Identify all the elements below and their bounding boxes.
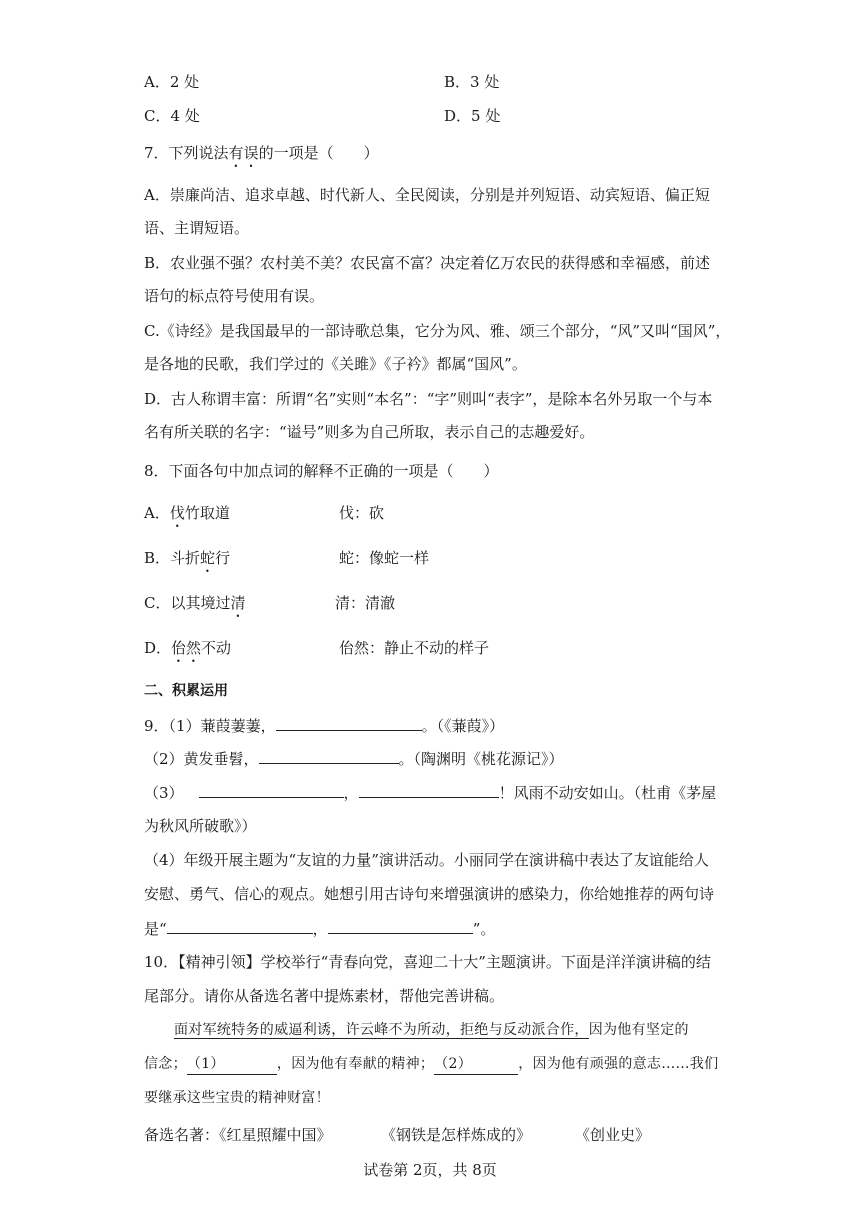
- q8-c-dotted: 清: [230, 594, 246, 612]
- q6-option-b: B．3 处: [444, 73, 500, 91]
- q10-speech-text: 信念；: [144, 1056, 187, 1072]
- q7-dotted-char: 误: [243, 144, 259, 162]
- q9-part1: [144, 715, 504, 736]
- q7-option-c-line1: C.《诗经》是我国最早的一部诗歌总集，它分为风、雅、颂三个部分，“风”又叫“国风”，: [144, 322, 731, 340]
- q10-book-2: 《钢铁是怎样炼成的》: [381, 1126, 532, 1144]
- q7-stem: [144, 143, 379, 171]
- q6-option-d: D．5 处: [444, 107, 501, 125]
- q9-text: 9．（1）蒹葭萋萋，: [144, 717, 276, 735]
- page-number: 试卷第 2页，共 8页: [363, 1161, 497, 1179]
- q8-b-text: B．斗折: [144, 549, 201, 567]
- q8-a-dotted: 伐: [169, 504, 185, 522]
- q7-option-c-line2: 是各地的民歌，我们学过的《关雎》《子衿》都属“国风”。: [144, 355, 527, 373]
- answer-blank[interactable]: [359, 782, 499, 798]
- q8-d-text: 不动: [201, 639, 232, 657]
- q7-option-a-line2: 语、主谓短语。: [144, 219, 250, 237]
- q7-option-b-line1: B．农业强不强？农村美不美？农民富不富？决定着亿万农民的获得感和幸福感，前述: [144, 254, 711, 272]
- q8-d-label: D．: [144, 639, 172, 657]
- q10-stem-line2: 尾部分。请你从备选名著中提炼素材，帮他完善讲稿。: [144, 987, 505, 1005]
- q10-speech-line3: 要继承这些宝贵的精神财富！: [144, 1090, 330, 1106]
- q10-speech-text: ，因为他有奉献的精神；: [276, 1056, 435, 1072]
- q8-b-dotted: 蛇: [200, 549, 216, 567]
- q10-book-3: 《创业史》: [575, 1126, 651, 1144]
- q6-option-a: A．2 处: [144, 73, 200, 91]
- answer-blank-2[interactable]: （2）: [434, 1054, 518, 1075]
- q8-option-a: [144, 503, 230, 531]
- q9-part4-line1: （4）年级开展主题为“友谊的力量”演讲活动。小丽同学在演讲稿中表达了友谊能给人: [144, 851, 709, 869]
- q7-option-d-line1: D．古人称谓丰富：所谓“名”实则“本名”：“字”则叫“表字”，是除本名外另取一个与本: [144, 390, 713, 408]
- q9-text: ，: [312, 920, 328, 938]
- q8-option-b: [144, 548, 230, 576]
- q10-underlined-text: 面对军统特务的威逼利诱，许云峰不为所动，拒绝与反动派合作，: [174, 1022, 589, 1038]
- q8-option-a-explanation: 伐：砍: [339, 504, 385, 522]
- q7-option-b-line2: 语句的标点符号使用有误。: [144, 287, 325, 305]
- q9-part3-line2: 为秋风所破歌》）: [144, 817, 257, 835]
- q8-option-c: [144, 593, 246, 621]
- q8-option-d: [144, 638, 231, 666]
- q8-a-label: A．: [144, 504, 170, 522]
- q9-text: 。（《蒹葭》）: [421, 717, 505, 735]
- q6-option-c: C．4 处: [144, 107, 200, 125]
- q9-text: 。（陶渊明《桃花源记》）: [398, 750, 564, 768]
- q9-part4-line3: [144, 918, 495, 939]
- q8-option-c-explanation: 清：清澈: [335, 594, 396, 612]
- q9-text: （2）黄发垂髫，: [144, 750, 259, 768]
- q8-option-b-explanation: 蛇：像蛇一样: [339, 549, 430, 567]
- q9-part3: [144, 782, 716, 803]
- q8-stem: 8．下面各句中加点词的解释不正确的一项是（ ）: [144, 462, 499, 480]
- q10-stem-line1: 10．【精神引领】学校举行“青春向党，喜迎二十大”主题演讲。下面是洋洋演讲稿的结: [144, 953, 711, 971]
- q7-stem-text: 7．下列说法: [144, 144, 229, 162]
- q7-dotted-char: 有: [228, 144, 244, 162]
- q9-part4-line2: 安慰、勇气、信心的观点。她想引用古诗句来增强演讲的感染力，你给她推荐的两句诗: [144, 885, 715, 903]
- q8-option-d-explanation: 佁然：静止不动的样子: [339, 639, 490, 657]
- answer-blank[interactable]: [328, 918, 473, 934]
- answer-blank[interactable]: [167, 918, 313, 934]
- q8-c-text: C．以其境过: [144, 594, 231, 612]
- q9-text: 是“: [144, 920, 167, 938]
- q9-part2: [144, 748, 564, 769]
- q7-option-d-line2: 名有所关联的名字：“谥号”则多为自己所取，表示自己的志趣爱好。: [144, 423, 595, 441]
- q7-option-a-line1: A．崇廉尚洁、追求卓越、时代新人、全民阅读，分别是并列短语、动宾短语、偏正短: [144, 186, 710, 204]
- q10-speech-text: ，因为他有顽强的意志……我们: [518, 1056, 719, 1072]
- answer-blank[interactable]: [199, 782, 344, 798]
- q9-text: ！风雨不动安如山。（杜甫《茅屋: [498, 784, 717, 802]
- q10-speech-line1: [174, 1020, 689, 1040]
- q9-text: ，: [343, 784, 359, 802]
- answer-blank[interactable]: [276, 715, 422, 731]
- q10-books-label: 备选名著：《红星照耀中国》: [144, 1126, 332, 1144]
- q7-stem-text: 的一项是（ ）: [258, 144, 379, 162]
- q8-a-text: 竹取道: [184, 504, 230, 522]
- q8-d-dotted: 佁然: [171, 639, 202, 657]
- section-title: 二、积累运用: [144, 683, 228, 699]
- q10-speech-line2: [144, 1054, 718, 1075]
- q9-text: ”。: [472, 920, 496, 938]
- answer-blank-1[interactable]: （1）: [187, 1054, 277, 1075]
- answer-blank[interactable]: [259, 748, 399, 764]
- q10-speech-text: 因为他有坚定的: [588, 1022, 689, 1038]
- q9-text: （3）: [144, 784, 184, 802]
- q8-b-text: 行: [215, 549, 231, 567]
